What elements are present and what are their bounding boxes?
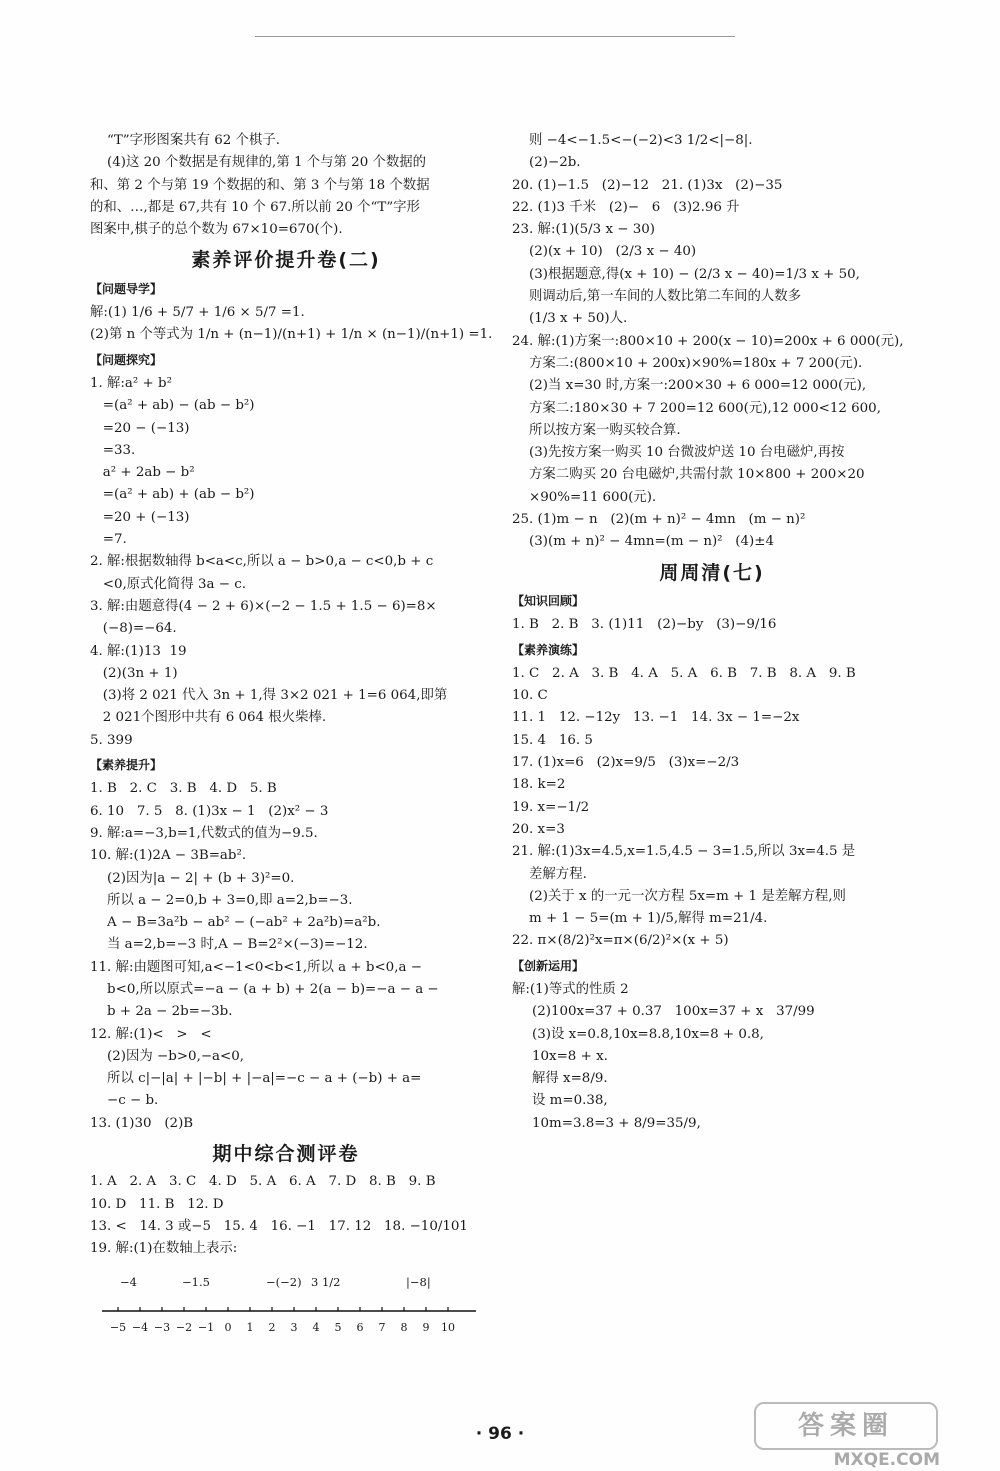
text-line: 1. A 2. A 3. C 4. D 5. A 6. A 7. D 8. B 9. B — [90, 1174, 436, 1190]
watermark-stamp: 答案圈 — [754, 1402, 938, 1450]
text-line: (3)(m + n)² − 4mn=(m − n)² (4)±4 — [512, 534, 775, 550]
text-line: 图案中,棋子的总个数为 67×10=670(个). — [90, 222, 343, 238]
subheading: 【素养演练】 — [512, 642, 585, 657]
practice-list — [512, 663, 912, 953]
text-line: (1/3 x + 50)人. — [512, 311, 628, 327]
text-line: 20. (1)−1.5 (2)−12 21. (1)3x (2)−35 — [512, 177, 783, 193]
section-title: 期中综合测评卷 — [212, 1143, 360, 1166]
text-line: 1. B 2. C 3. B 4. D 5. B — [90, 781, 277, 797]
text-line: b<0,所以原式=−a − (a + b) + 2(a − b)=−a − a − — [90, 981, 439, 997]
text-line: (3)将 2 021 代入 3n + 1,得 3×2 021 + 1=6 064,即第 — [90, 688, 448, 704]
text-line: (2)关于 x 的一元一次方程 5x=m + 1 是差解方程,则 — [512, 888, 846, 904]
text-line: (3)根据题意,得(x + 10) − (2/3 x − 40)=1/3 x + 50, — [512, 266, 860, 282]
text-line: A − B=3a²b − ab² − (−ab² + 2a²b)=a²b. — [90, 915, 381, 931]
text-line: 4. 解:(1)13 19 — [90, 643, 187, 659]
text-line: 1. 解:a² + b² — [90, 375, 172, 391]
tick-label: 2 — [268, 1320, 276, 1334]
text-line: 设 m=0.38, — [532, 1093, 608, 1109]
text-line: 6. 10 7. 5 8. (1)3x − 1 (2)x² − 3 — [90, 803, 329, 819]
subheading: 【知识回顾】 — [512, 593, 585, 608]
subheading: 【创新运用】 — [512, 958, 585, 973]
text-line: 当 a=2,b=−3 时,A − B=2²×(−3)=−12. — [90, 937, 368, 953]
explore-list — [90, 373, 482, 752]
tick-label: 6 — [356, 1320, 364, 1334]
text-line: 9. 解:a=−3,b=1,代数式的值为−9.5. — [90, 825, 318, 841]
mark-label: 3 1/2 — [311, 1274, 341, 1289]
text-line: 10m=3.8=3 + 8/9=35/9, — [532, 1115, 701, 1131]
text-line: 18. k=2 — [512, 777, 566, 793]
text-line: 12. 解:(1)< > < — [90, 1026, 212, 1042]
text-line: (2)当 x=30 时,方案一:200×30 + 6 000=12 000(元), — [512, 378, 867, 394]
text-line: 则 −4<−1.5<−(−2)<3 1/2<|−8|. — [512, 133, 753, 148]
text-line: (2)因为|a − 2| + (b + 3)²=0. — [90, 870, 295, 886]
subheading: 【素养提升】 — [90, 758, 163, 773]
text-line: 15. 4 16. 5 — [512, 732, 593, 748]
text-line: (3)设 x=0.8,10x=8.8,10x=8 + 0.8, — [532, 1026, 764, 1042]
text-line: 5. 399 — [90, 732, 133, 748]
mark-label: |−8| — [406, 1274, 431, 1289]
text-line: <0,原式化简得 3a − c. — [90, 576, 246, 592]
text-line: 1. C 2. A 3. B 4. A 5. A 6. B 7. B 8. A 9. B — [512, 665, 856, 681]
intro-block — [90, 130, 482, 241]
section-title: 素养评价提升卷(二) — [191, 249, 381, 272]
text-line: 25. (1)m − n (2)(m + n)² − 4mn (m − n)² — [512, 512, 806, 528]
tick-label: 3 — [290, 1320, 298, 1334]
tick-label: 0 — [224, 1320, 232, 1334]
text-line: (2)因为 −b>0,−a<0, — [90, 1048, 245, 1064]
text-line: 22. π×(8/2)²x=π×(6/2)²×(x + 5) — [512, 933, 729, 949]
text-line: (2)−2b. — [512, 155, 581, 171]
text-line: 20. x=3 — [512, 821, 565, 837]
text-line: =(a² + ab) + (ab − b²) — [90, 487, 255, 503]
text-line: 3. 解:由题意得(4 − 2 + 6)×(−2 − 1.5 + 1.5 − 6)=8× — [90, 598, 437, 614]
text-line: 10. C — [512, 688, 548, 704]
text-line: 1. B 2. B 3. (1)11 (2)−by (3)−9/16 — [512, 617, 777, 633]
tick-label: −3 — [153, 1320, 171, 1334]
mark-label: −1.5 — [182, 1274, 210, 1289]
tick-label: −4 — [131, 1320, 149, 1334]
mark-label: −(−2) — [266, 1274, 302, 1289]
innovate-list — [512, 979, 912, 1135]
text-line: 解得 x=8/9. — [532, 1071, 608, 1087]
text-line: 的和、…,都是 67,共有 10 个 67.所以前 20 个“T”字形 — [90, 199, 420, 215]
improve-list — [90, 778, 482, 1135]
text-line: =(a² + ab) − (ab − b²) — [90, 398, 255, 414]
text-line: (2)第 n 个等式为 1/n + (n−1)/(n+1) + 1/n × (n−1)/(n+1) =1. — [90, 327, 493, 343]
tick-label: 7 — [378, 1320, 386, 1334]
text-line: 11. 解:由题图可知,a<−1<0<b<1,所以 a + b<0,a − — [90, 959, 422, 975]
text-line: 19. x=−1/2 — [512, 799, 590, 815]
number-line — [90, 1265, 482, 1337]
text-line: ×90%=11 600(元). — [512, 489, 657, 505]
text-line: “T”字形图案共有 62 个棋子. — [90, 133, 280, 148]
text-line: 所以 c|−|a| + |−b| + |−a|=−c − a + (−b) + a= — [90, 1071, 422, 1087]
tick-label: 8 — [400, 1320, 408, 1334]
text-line: m + 1 − 5=(m + 1)/5,解得 m=21/4. — [512, 911, 768, 927]
text-line: 方案二:180×30 + 7 200=12 600(元),12 000<12 600, — [512, 400, 881, 416]
text-line: b + 2a − 2b=−3b. — [90, 1004, 233, 1020]
text-line: (2)(3n + 1) — [90, 665, 178, 681]
text-line: 解:(1)等式的性质 2 — [512, 981, 629, 997]
text-line: 差解方程. — [512, 866, 587, 882]
section-title: 周周清(七) — [659, 561, 765, 584]
tick-label: 10 — [441, 1320, 455, 1334]
text-line: 10. 解:(1)2A − 3B=ab². — [90, 848, 247, 864]
text-line: 24. 解:(1)方案一:800×10 + 200(x − 10)=200x + 6 000(元), — [512, 333, 904, 349]
text-line: 10x=8 + x. — [532, 1048, 608, 1064]
text-line: 13. (1)30 (2)B — [90, 1115, 194, 1131]
text-line: 21. 解:(1)3x=4.5,x=1.5,4.5 − 3=1.5,所以 3x=4.5 是 — [512, 844, 856, 860]
text-line: 解:(1) 1/6 + 5/7 + 1/6 × 5/7 =1. — [90, 305, 305, 321]
text-line: =33. — [90, 442, 136, 458]
text-line: 和、第 2 个与第 19 个数据的和、第 3 个与第 18 个数据 — [90, 177, 430, 193]
text-line: 方案二购买 20 台电磁炉,共需付款 10×800 + 200×20 — [512, 467, 865, 483]
text-line: (3)先按方案一购买 10 台微波炉送 10 台电磁炉,再按 — [512, 445, 845, 461]
text-line: 2 021个图形中共有 6 064 根火柴棒. — [90, 710, 327, 726]
text-line: =7. — [90, 532, 127, 548]
text-line: 22. (1)3 千米 (2)− 6 (3)2.96 升 — [512, 199, 740, 215]
text-line: 则调动后,第一车间的人数比第二车间的人数多 — [512, 289, 802, 305]
top-rule — [255, 36, 735, 37]
tick-label: 1 — [246, 1320, 254, 1334]
text-line: 方案二:(800×10 + 200x)×90%=180x + 7 200(元). — [512, 355, 863, 371]
text-line: 13. < 14. 3 或−5 15. 4 16. −1 17. 12 18. −10/101 — [90, 1218, 468, 1234]
continuation-block — [512, 130, 912, 554]
left-column — [90, 130, 493, 1339]
text-line: 10. D 11. B 12. D — [90, 1196, 224, 1212]
mark-label: −4 — [120, 1274, 137, 1289]
text-line: −c − b. — [90, 1093, 159, 1109]
text-line: (4)这 20 个数据是有规律的,第 1 个与第 20 个数据的 — [90, 155, 427, 171]
subheading: 【问题探究】 — [90, 352, 163, 367]
right-column — [512, 130, 912, 1135]
text-line: 所以 a − 2=0,b + 3=0,即 a=2,b=−3. — [90, 892, 353, 908]
text-line: =20 + (−13) — [90, 509, 190, 525]
text-line: 2. 解:根据数轴得 b<a<c,所以 a − b>0,a − c<0,b + c — [90, 554, 434, 570]
text-line: 23. 解:(1)(5/3 x − 30) — [512, 222, 656, 238]
text-line: a² + 2ab − b² — [90, 465, 195, 481]
text-line: 11. 1 12. −12y 13. −1 14. 3x − 1=−2x — [512, 710, 800, 726]
tick-label: −2 — [175, 1320, 193, 1334]
tick-label: 9 — [422, 1320, 430, 1334]
tick-label: −1 — [197, 1320, 215, 1334]
page-number: · 96 · — [475, 1424, 525, 1444]
text-line: (2)100x=37 + 0.37 100x=37 + x 37/99 — [532, 1004, 815, 1020]
text-line: 所以按方案一购买较合算. — [512, 422, 681, 438]
text-line: (−8)=−64. — [90, 621, 177, 637]
tick-label: 5 — [334, 1320, 342, 1334]
text-line: (2)(x + 10) (2/3 x − 40) — [512, 244, 697, 260]
text-line: =20 − (−13) — [90, 420, 190, 436]
subheading: 【问题导学】 — [90, 281, 163, 296]
tick-label: −5 — [109, 1320, 127, 1334]
tick-label: 4 — [312, 1320, 320, 1334]
watermark-url: MXQE.COM — [833, 1450, 940, 1470]
text-line: 19. 解:(1)在数轴上表示: — [90, 1241, 238, 1257]
text-line: 17. (1)x=6 (2)x=9/5 (3)x=−2/3 — [512, 755, 740, 771]
